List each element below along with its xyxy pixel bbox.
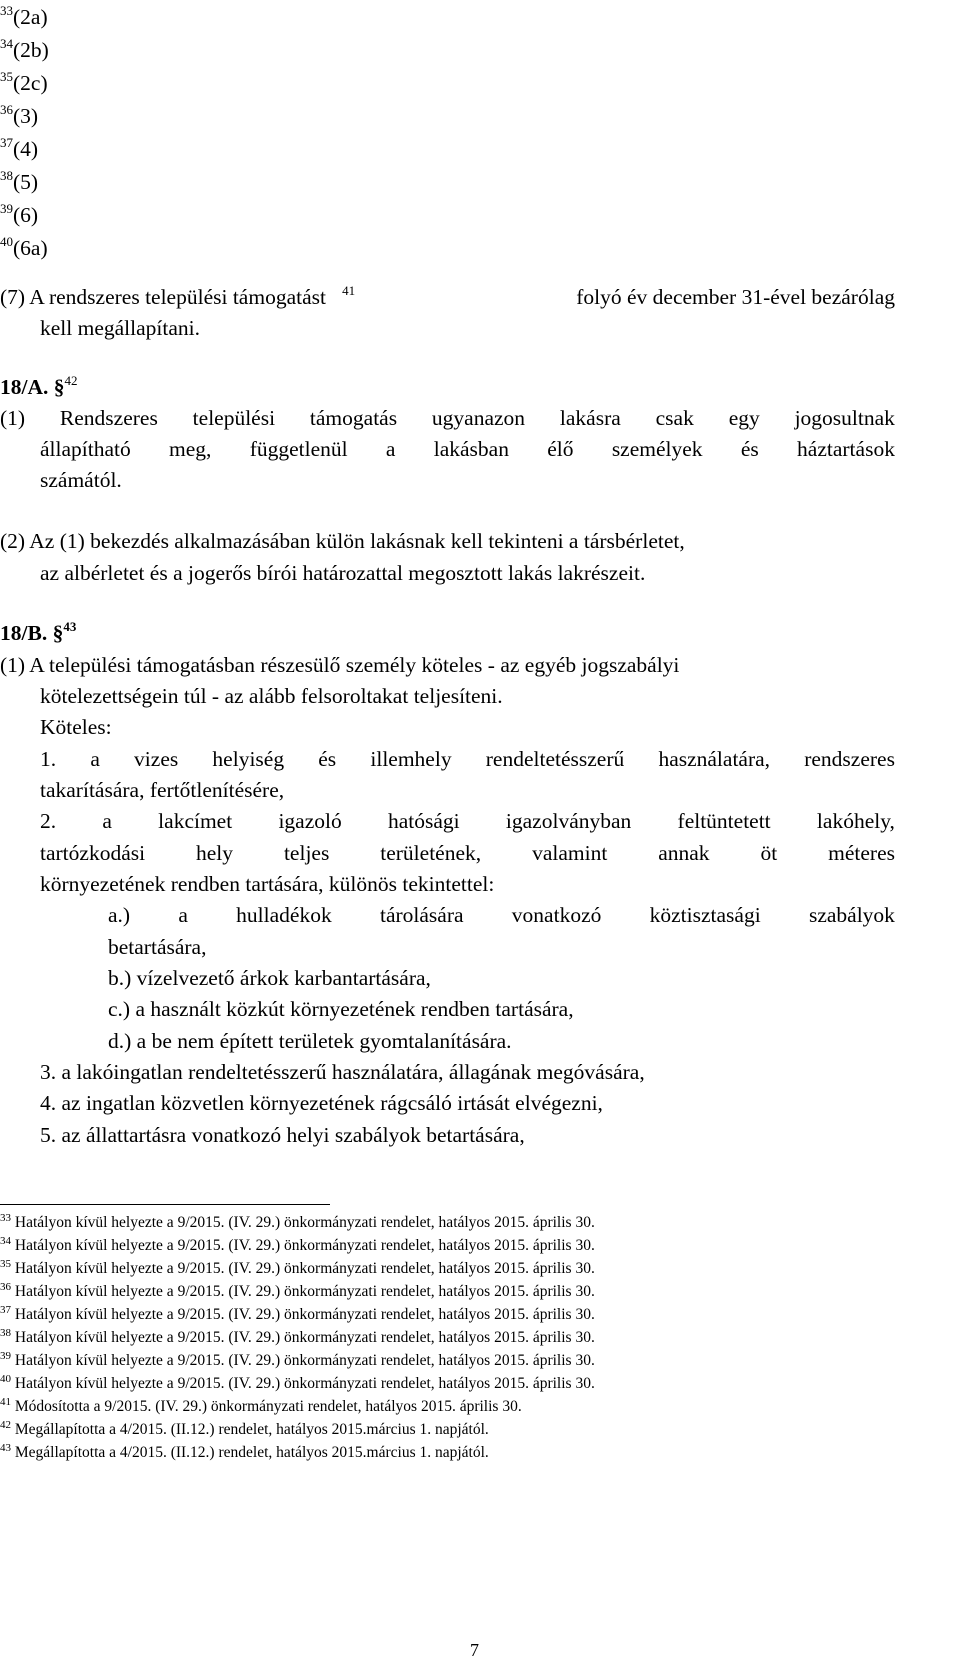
word: 2. <box>40 809 57 833</box>
word: használatára, <box>658 747 771 771</box>
section-18b-heading: 18/B. §$^{43}$ <box>0 619 77 645</box>
word: csak <box>655 406 694 430</box>
word: támogatás <box>309 406 398 430</box>
section-18b-p1-line-2: kötelezettségein túl - az alább felsoroltakat teljesíteni. <box>40 684 503 708</box>
word: rendszeres <box>804 747 895 771</box>
word: tartózkodási <box>40 841 146 865</box>
word: a <box>90 747 100 771</box>
footnote: $^{40}$ Hatályon kívül helyezte a 9/2015. (IV. 29.) önkormányzati rendelet, hatályos 2015. április 30. <box>0 1373 595 1392</box>
section-18a-p1-line-1 <box>0 405 895 431</box>
section-18a-p2-line-2: az albérletet és a jogerős bírói határozattal megosztott lakás lakrészeit. <box>40 561 646 585</box>
word: hely <box>196 841 234 865</box>
word: települési <box>192 406 276 430</box>
footnote: $^{37}$ Hatályon kívül helyezte a 9/2015. (IV. 29.) önkormányzati rendelet, hatályos 2015. április 30. <box>0 1304 595 1323</box>
word: öt <box>760 841 778 865</box>
word: szabályok <box>808 903 895 927</box>
word: személyek <box>611 437 703 461</box>
repealed-item: $^{35}$(2c) <box>0 69 48 95</box>
word: lakásban <box>433 437 509 461</box>
section-18a-p2-line-1: (2) Az (1) bekezdés alkalmazásában külön lakásnak kell tekinteni a társbérletet, <box>0 529 685 553</box>
repealed-item: $^{38}$(5) <box>0 168 39 194</box>
koteles-label: Köteles: <box>40 715 112 739</box>
list-item-5: 5. az állattartásra vonatkozó helyi szabályok betartására, <box>40 1123 525 1147</box>
word: vonatkozó <box>511 903 602 927</box>
word: és <box>318 747 337 771</box>
footnote: $^{42}$ Megállapította a 4/2015. (II.12.) rendelet, hatályos 2015.március 1. napjától. <box>0 1419 489 1438</box>
list-item-2-line-3: környezetének rendben tartására, különös tekintettel: <box>40 872 495 896</box>
footnote-ref: 43 <box>63 619 77 634</box>
footnote: $^{36}$ Hatályon kívül helyezte a 9/2015. (IV. 29.) önkormányzati rendelet, hatályos 2015. április 30. <box>0 1281 595 1300</box>
word: lakcímet <box>158 809 233 833</box>
section-18a-p1-line-2 <box>40 436 895 462</box>
list-item-4: 4. az ingatlan közvetlen környezetének rágcsáló irtását elvégezni, <box>40 1091 603 1115</box>
word: illemhely <box>370 747 452 771</box>
word: lakóhely, <box>816 809 895 833</box>
word: függetlenül <box>249 437 348 461</box>
footnote-ref: 41 <box>342 283 356 298</box>
word: háztartások <box>797 437 895 461</box>
word: teljes <box>283 841 330 865</box>
word: feltüntetett <box>677 809 771 833</box>
footnote: $^{43}$ Megállapította a 4/2015. (II.12.) rendelet, hatályos 2015.március 1. napjától. <box>0 1442 489 1461</box>
page-number: 7 <box>470 1640 479 1660</box>
footnote-separator <box>0 1204 330 1205</box>
paragraph-7-line-1: (7) A rendszeres települési támogatást $^{41}$ folyó év december 31-ével bezárólag <box>0 283 895 309</box>
word: a.) <box>108 903 131 927</box>
repealed-item: $^{34}$(2b) <box>0 36 49 62</box>
sub-item-a-line-1 <box>108 902 895 928</box>
repealed-item: $^{37}$(4) <box>0 135 39 161</box>
word: rendeltetésszerű <box>485 747 625 771</box>
word: (1) <box>0 406 26 430</box>
word: lakásra <box>559 406 621 430</box>
footnote: $^{34}$ Hatályon kívül helyezte a 9/2015. (IV. 29.) önkormányzati rendelet, hatályos 2015. április 30. <box>0 1235 595 1254</box>
footnote: $^{41}$ Módosította a 9/2015. (IV. 29.) önkormányzati rendelet, hatályos 2015. április 30. <box>0 1396 522 1415</box>
section-18a-heading: 18/A. §$^{42}$ <box>0 373 78 399</box>
word: 1. <box>40 747 57 771</box>
footnote-ref: 42 <box>64 373 78 388</box>
repealed-item: $^{33}$(2a) <box>0 3 48 29</box>
word: egy <box>728 406 760 430</box>
footnote: $^{39}$ Hatályon kívül helyezte a 9/2015. (IV. 29.) önkormányzati rendelet, hatályos 2015. április 30. <box>0 1350 595 1369</box>
word: a <box>178 903 188 927</box>
word: a <box>102 809 112 833</box>
word: meg, <box>169 437 212 461</box>
word: hatósági <box>388 809 460 833</box>
repealed-item: $^{40}$(6a) <box>0 234 48 260</box>
list-item-3: 3. a lakóingatlan rendeltetésszerű használatára, állagának megóvására, <box>40 1060 645 1084</box>
word: annak <box>658 841 710 865</box>
word: helyiség <box>212 747 285 771</box>
word: igazoló <box>278 809 342 833</box>
sub-item-d: d.) a be nem épített területek gyomtalanítására. <box>108 1029 512 1053</box>
footnote: $^{35}$ Hatályon kívül helyezte a 9/2015. (IV. 29.) önkormányzati rendelet, hatályos 2015. április 30. <box>0 1258 595 1277</box>
sub-item-c: c.) a használt közkút környezetének rendben tartására, <box>108 997 574 1021</box>
footnote: $^{33}$ Hatályon kívül helyezte a 9/2015. (IV. 29.) önkormányzati rendelet, hatályos 2015. április 30. <box>0 1212 595 1231</box>
list-item-1-line-2: takarítására, fertőtlenítésére, <box>40 778 285 802</box>
repealed-item: $^{39}$(6) <box>0 201 39 227</box>
word: igazolványban <box>505 809 632 833</box>
word: méteres <box>828 841 895 865</box>
word: jogosultnak <box>794 406 895 430</box>
repealed-item: $^{36}$(3) <box>0 102 39 128</box>
word: Rendszeres <box>59 406 158 430</box>
section-18a-p1-line-3: számától. <box>40 468 122 492</box>
list-item-2-line-1 <box>40 808 895 834</box>
list-item-1-line-1 <box>40 746 895 772</box>
word: hulladékok <box>236 903 332 927</box>
list-item-2-line-2 <box>40 840 895 866</box>
word: vizes <box>134 747 179 771</box>
word: valamint <box>532 841 608 865</box>
footnote: $^{38}$ Hatályon kívül helyezte a 9/2015. (IV. 29.) önkormányzati rendelet, hatályos 2015. április 30. <box>0 1327 595 1346</box>
word: és <box>740 437 759 461</box>
word: élő <box>547 437 574 461</box>
section-18b-p1-line-1: (1) A települési támogatásban részesülő személy köteles - az egyéb jogszabályi <box>0 653 680 677</box>
word: állapítható <box>40 437 131 461</box>
sub-item-a-line-2: betartására, <box>108 935 207 959</box>
word: tárolására <box>379 903 464 927</box>
word: területének, <box>380 841 482 865</box>
word: a <box>385 437 396 461</box>
sub-item-b: b.) vízelvezető árkok karbantartására, <box>108 966 431 990</box>
word: köztisztasági <box>649 903 761 927</box>
paragraph-7-line-2: kell megállapítani. <box>40 316 201 340</box>
word: ugyanazon <box>431 406 526 430</box>
